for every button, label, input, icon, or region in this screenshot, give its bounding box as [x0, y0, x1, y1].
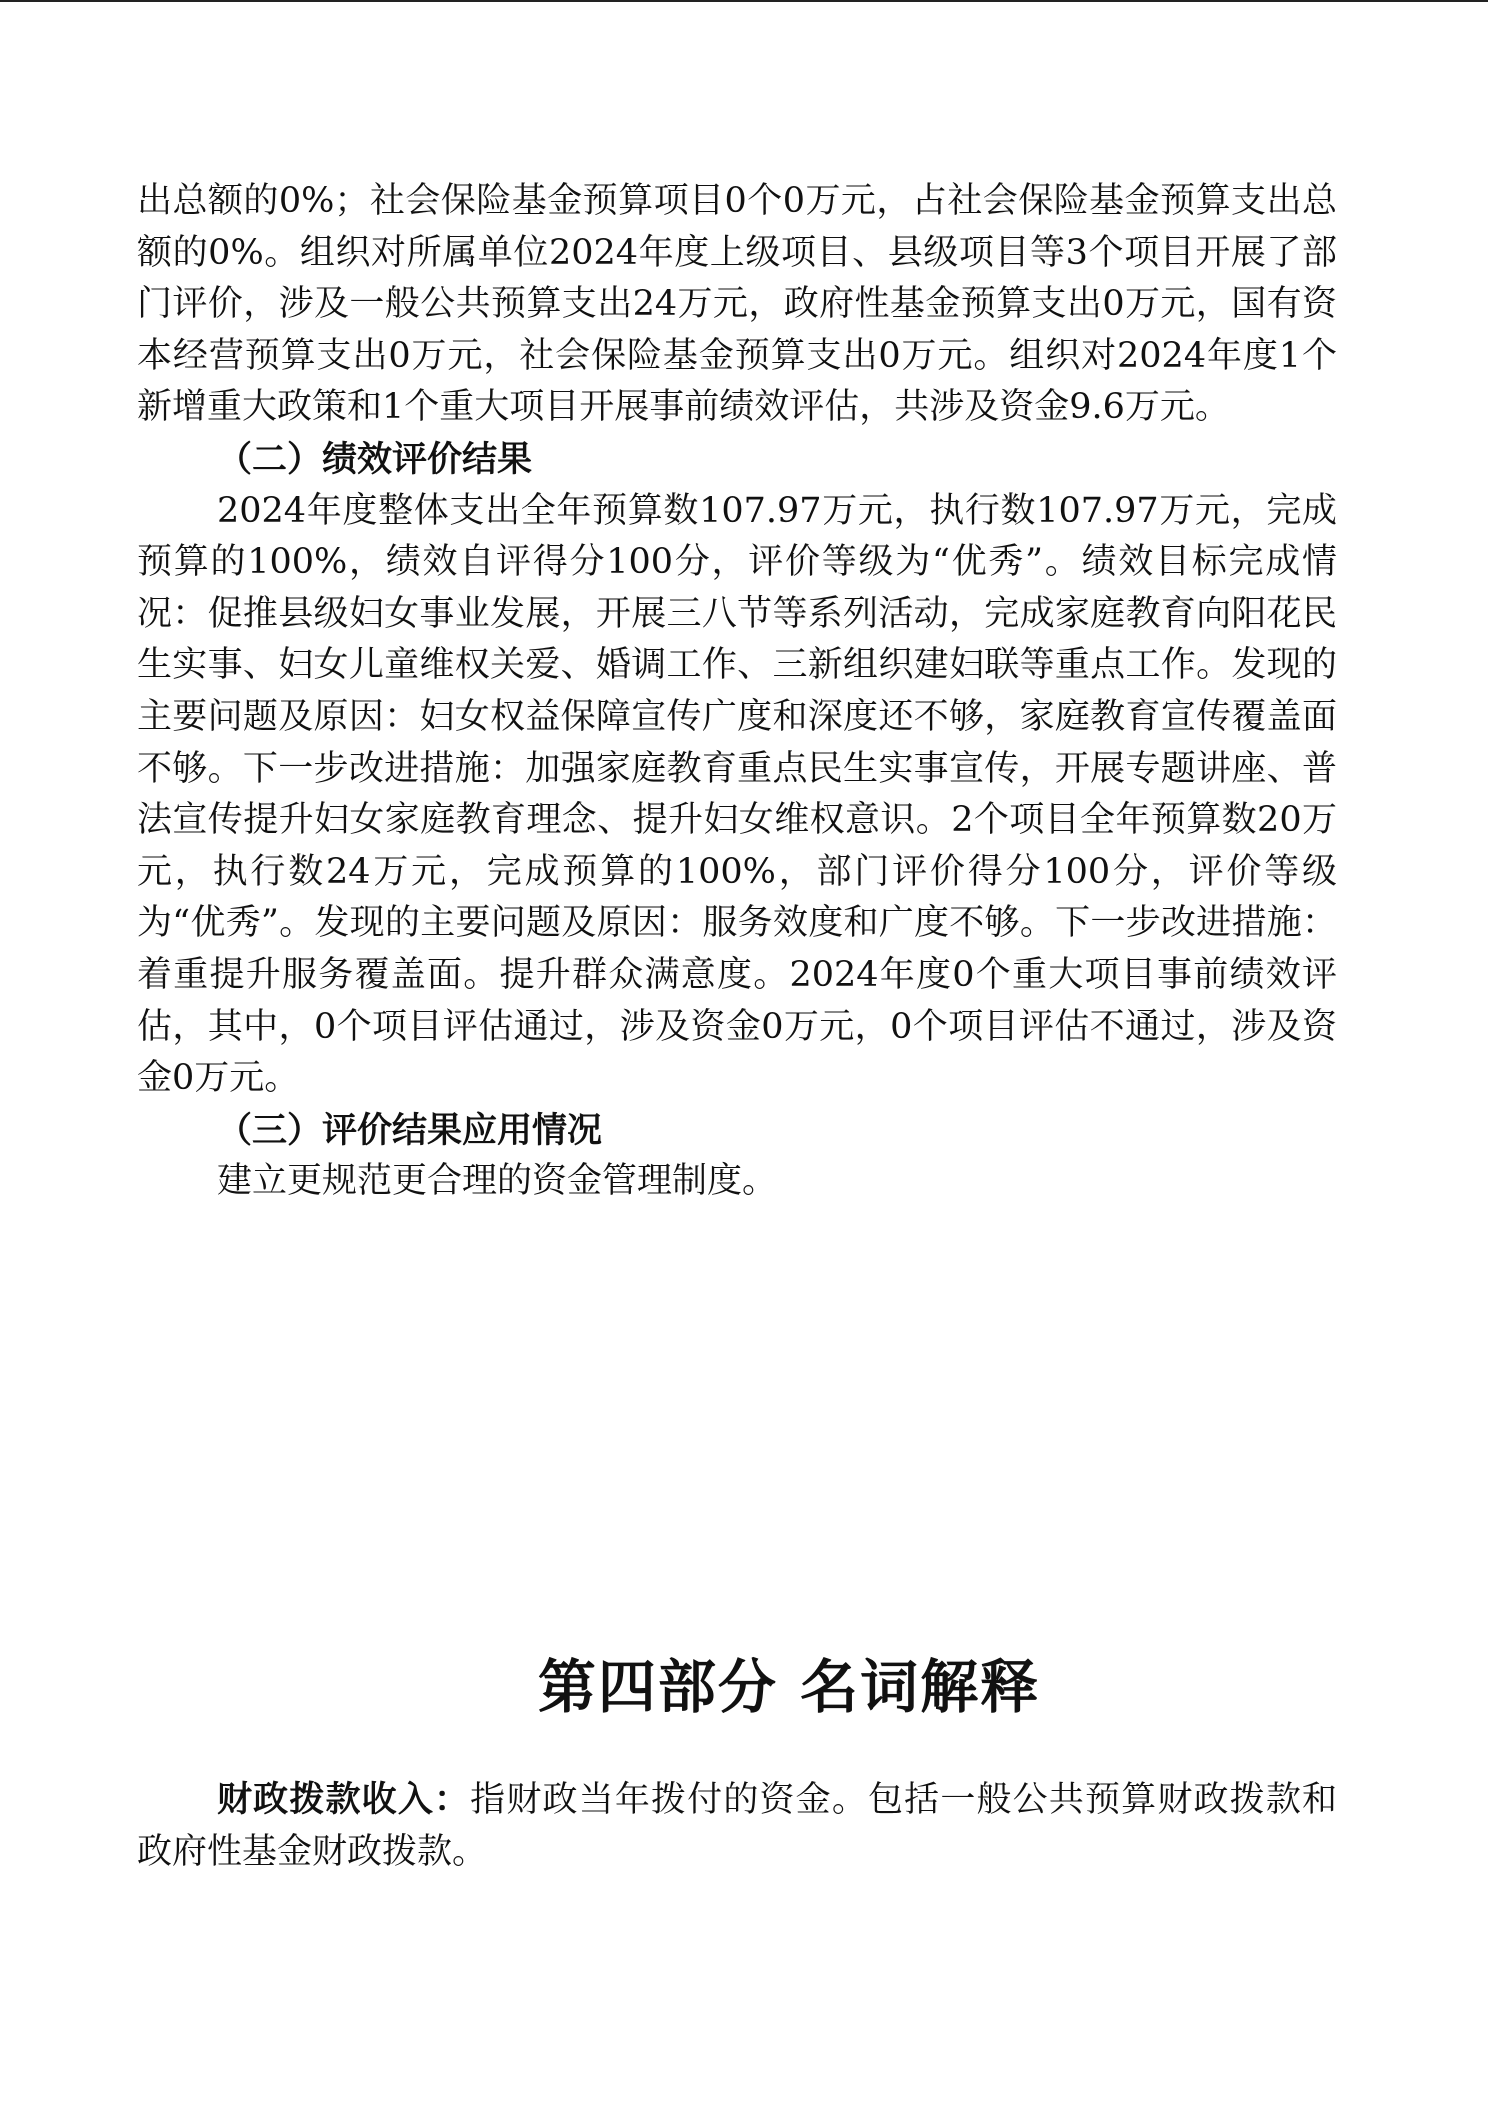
paragraph-evaluation-scope: 出总额的0%；社会保险基金预算项目0个0万元，占社会保险基金预算支出总额的0%。组织对所属单位2024年度上级项目、县级项目等3个项目开展了部门评价，涉及一般公共预算支出24万元，政府性基金预算支出0万元，国有资本经营预算支出0万元，社会保险基金预算支出0万元。组织对2024年度1个新增重大政策和1个重大项目开展事前绩效评估，共涉及资金9.6万元。 — [137, 181, 1337, 428]
section-heading-results-application: （三）评价结果应用情况 — [217, 1109, 603, 1151]
glossary-section — [137, 1774, 1337, 1878]
document-body — [137, 176, 1337, 1208]
paragraph-results-application: 建立更规范更合理的资金管理制度。 — [217, 1161, 778, 1202]
glossary-definition: 指财政当年拨付的资金。包括一般公共预算财政拨款和政府性基金财政拨款。 — [137, 1780, 1337, 1872]
glossary-term: 财政拨款收入： — [217, 1779, 471, 1820]
section-heading-evaluation-results: （二）绩效评价结果 — [217, 438, 533, 480]
glossary-entry-fiscal-appropriation — [137, 1774, 1337, 1878]
paragraph-evaluation-results: 2024年度整体支出全年预算数107.97万元，执行数107.97万元，完成预算的100%，绩效自评得分100分，评价等级为“优秀”。绩效目标完成情况：促推县级妇女事业发展，开展三八节等系列活动，完成家庭教育向阳花民生实事、妇女儿童维权关爱、婚调工作、三新组织建妇联等重点工作。发现的主要问题及原因：妇女权益保障宣传广度和深度还不够，家庭教育宣传覆盖面不够。下一步改进措施：加强家庭教育重点民生实事宣传，开展专题讲座、普法宣传提升妇女家庭教育理念、提升妇女维权意识。2个项目全年预算数20万元，执行数24万元，完成预算的100%，部门评价得分100分，评价等级为“优秀”。发现的主要问题及原因：服务效度和广度不够。下一步改进措施：着重提升服务覆盖面。提升群众满意度。2024年度0个重大项目事前绩效评估，其中，0个项目评估通过，涉及资金0万元，0个项目评估不通过，涉及资金0万元。 — [137, 490, 1337, 1099]
page-top-border — [0, 0, 1488, 2]
part-four-title: 第四部分 名词解释 — [537, 1653, 1041, 1721]
